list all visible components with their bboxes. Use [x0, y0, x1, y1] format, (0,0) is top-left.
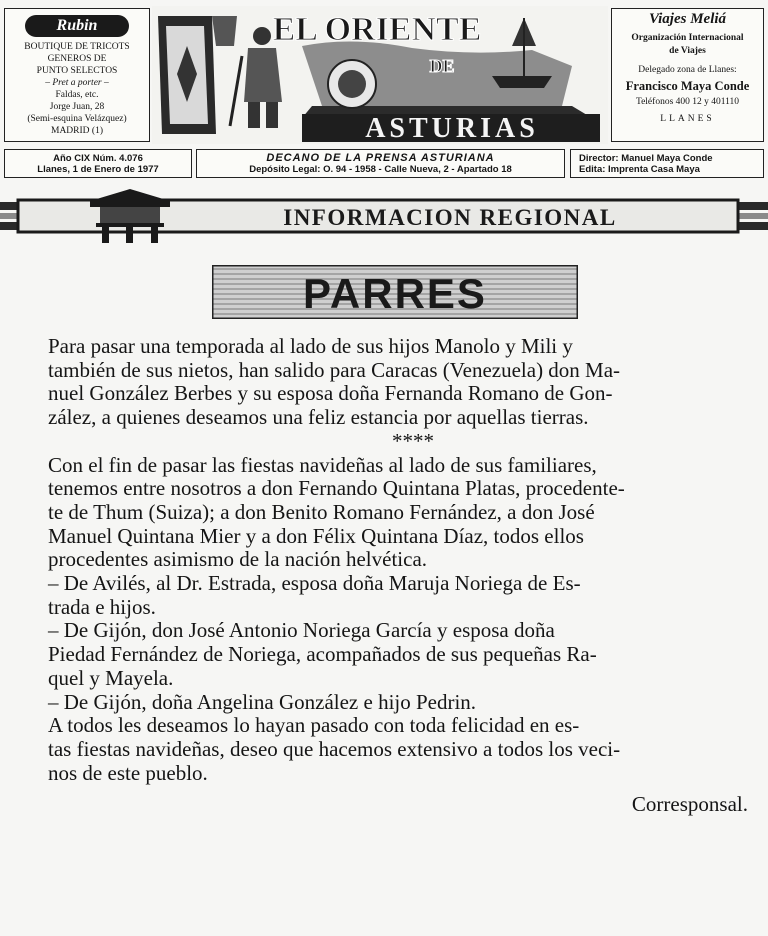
- article-line: tas fiestas navideñas, deseo que hacemos extensivo a todos los veci-: [48, 736, 621, 761]
- masthead-word-oriente: EL ORIENTE: [272, 11, 482, 48]
- article-line: nuel González Berbes y su esposa doña Fernanda Romano de Gon-: [48, 381, 613, 406]
- publication-info: [196, 149, 565, 178]
- ad-town: LLANES: [660, 114, 715, 124]
- ad-phone: Teléfonos 400 12 y 401110: [635, 97, 740, 107]
- article-line: trada e hijos.: [48, 594, 156, 619]
- article-line: – De Gijón, don José Antonio Noriega García y esposa doña: [48, 618, 555, 643]
- director-line: Director: Manuel Maya Conde: [579, 153, 713, 164]
- publication-tagline: DECANO DE LA PRENSA ASTURIANA: [266, 152, 495, 164]
- melia-brand: Viajes Meliá: [648, 11, 727, 27]
- ad-line: de Viajes: [669, 46, 706, 56]
- issue-date: Llanes, 1 de Enero de 1977: [37, 164, 159, 175]
- article-line: tenemos entre nosotros a don Fernando Quintana Platas, procedente-: [48, 476, 625, 501]
- editorial-info: [570, 149, 764, 178]
- article-line: también de sus nietos, han salido para Caracas (Venezuela) don Ma-: [48, 357, 621, 382]
- masthead-word-de: DE: [429, 56, 455, 76]
- ad-line: Delegado zona de Llanes:: [638, 65, 737, 75]
- masthead-illustration: [152, 6, 608, 144]
- ad-line: – Pret a porter –: [45, 78, 109, 88]
- ad-line: (Semi-esquina Velázquez): [27, 114, 127, 124]
- article-body: [48, 335, 748, 817]
- article-line: zález, a quienes deseamos una feliz estancia por aquellas tierras.: [48, 405, 589, 430]
- rubin-advertisement: [4, 8, 150, 142]
- article-line: – De Gijón, doña Angelina González e hijo Pedrin.: [48, 689, 477, 714]
- article-signature: Corresponsal.: [631, 792, 748, 817]
- ad-line: Organización Internacional: [631, 33, 744, 43]
- section-separator: ****: [392, 428, 434, 453]
- rubin-logo: Rubin: [25, 15, 129, 37]
- viajes-melia-advertisement: [611, 8, 764, 142]
- section-banner: [0, 187, 768, 245]
- publisher-line: Edita: Imprenta Casa Maya: [579, 164, 700, 175]
- issue-number: Año CIX Núm. 4.076: [53, 153, 143, 164]
- article-line: Para pasar una temporada al lado de sus hijos Manolo y Mili y: [48, 334, 573, 358]
- article-line: Con el fin de pasar las fiestas navideñas al lado de sus familiares,: [48, 452, 597, 477]
- issue-info: [4, 149, 192, 178]
- legal-deposit: Depósito Legal: O. 94 - 1958 - Calle Nueva, 2 - Apartado 18: [249, 164, 512, 175]
- article-line: – De Avilés, al Dr. Estrada, esposa doña Maruja Noriega de Es-: [48, 571, 581, 596]
- article-line: procedentes asimismo de la nación helvética.: [48, 547, 428, 572]
- section-title: INFORMACION REGIONAL: [283, 205, 617, 230]
- article-line: Piedad Fernández de Noriega, acompañados de sus pequeñas Ra-: [48, 642, 597, 667]
- ad-line: Faldas, etc.: [55, 90, 99, 100]
- ad-line: Jorge Juan, 28: [49, 102, 105, 112]
- horreo-icon: [90, 189, 170, 243]
- article-line: te de Thum (Suiza); a don Benito Romano Fernández, a don José: [48, 499, 595, 524]
- ad-line: MADRID (1): [51, 126, 103, 136]
- article-line: Manuel Quintana Mier y a don Félix Quintana Díaz, todos ellos: [48, 523, 584, 548]
- ad-line: GENEROS DE: [47, 54, 107, 64]
- parres-heading: [212, 265, 578, 319]
- article-line: A todos les deseamos lo hayan pasado con toda felicidad en es-: [48, 713, 580, 738]
- article-line: nos de este pueblo.: [48, 760, 208, 785]
- article-line: quel y Mayela.: [48, 665, 174, 690]
- masthead-word-asturias: ASTURIAS: [365, 113, 539, 144]
- ad-line: BOUTIQUE DE TRICOTS: [24, 42, 130, 52]
- ad-line: PUNTO SELECTOS: [36, 66, 118, 76]
- ad-delegate-name: Francisco Maya Conde: [625, 79, 750, 93]
- parres-title: PARRES: [303, 270, 487, 317]
